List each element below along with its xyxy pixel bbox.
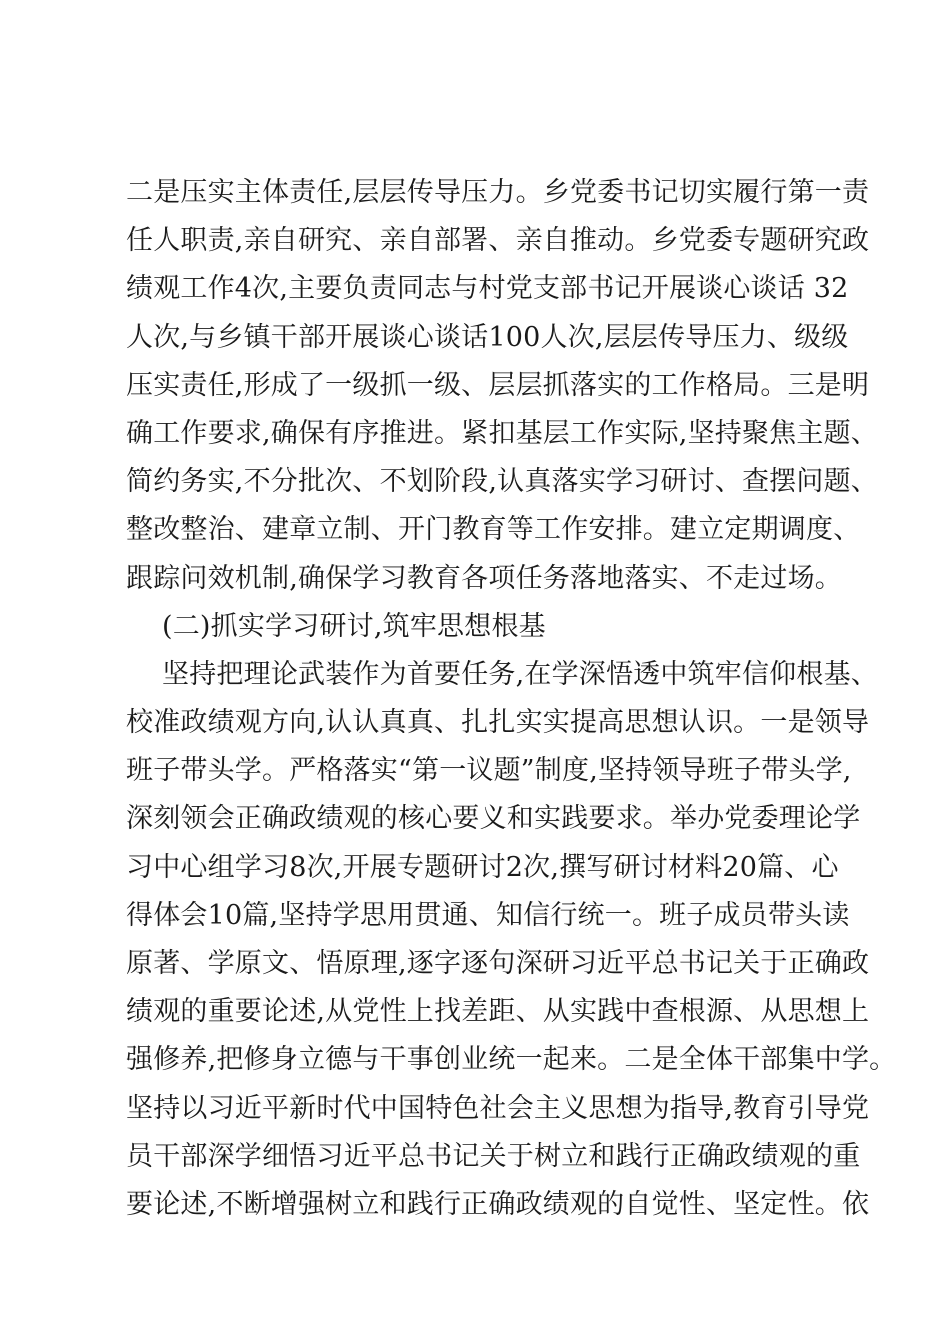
text-line: 校准政绩观方向,认认真真、扎扎实实提高思想认识。一是领导 [126, 707, 870, 739]
text-line: 班子带头学。严格落实“第一议题”制度,坚持领导班子带头学, [126, 755, 852, 787]
text-line: 要论述,不断增强树立和践行正确政绩观的自觉性、坚定性。依 [126, 1188, 870, 1220]
text-line: 人次,与乡镇干部开展谈心谈话100人次,层层传导压力、级级 [126, 321, 849, 353]
body-text [126, 169, 897, 1229]
paragraph-first-line: 坚持把理论武装作为首要任务,在学深悟透中筑牢信仰根基、 [162, 658, 878, 690]
text-line: 整改整治、建章立制、开门教育等工作安排。建立定期调度、 [126, 514, 861, 546]
text-line: 强修养,把修身立德与干事创业统一起来。二是全体干部集中学。 [126, 1044, 897, 1076]
text-line: 确工作要求,确保有序推进。紧扣基层工作实际,坚持聚焦主题、 [126, 417, 878, 449]
text-line: 坚持以习近平新时代中国特色社会主义思想为指导,教育引导党 [126, 1092, 870, 1124]
text-line: 任人职责,亲自研究、亲自部署、亲自推动。乡党委专题研究政 [126, 225, 870, 257]
text-line: 习中心组学习8次,开展专题研讨2次,撰写研讨材料20篇、心 [126, 851, 839, 883]
text-line: 简约务实,不分批次、不划阶段,认真落实学习研讨、查摆问题、 [126, 466, 878, 498]
text-line: 二是压实主体责任,层层传导压力。乡党委书记切实履行第一责 [126, 177, 870, 208]
text-line: 跟踪问效机制,确保学习教育各项任务落地落实、不走过场。 [126, 562, 842, 594]
text-line: 得体会10篇,坚持学思用贯通、知信行统一。班子成员带头读 [126, 899, 850, 931]
text-line: 深刻领会正确政绩观的核心要义和实践要求。举办党委理论学 [126, 803, 861, 835]
text-line: 绩观的重要论述,从党性上找差距、从实践中查根源、从思想上 [126, 996, 870, 1028]
section-heading: (二)抓实学习研讨,筑牢思想根基 [162, 610, 546, 642]
text-line: 员干部深学细悟习近平总书记关于树立和践行正确政绩观的重 [126, 1140, 861, 1172]
text-line: 原著、学原文、悟原理,逐字逐句深研习近平总书记关于正确政 [126, 948, 870, 979]
text-line: 绩观工作4次,主要负责同志与村党支部书记开展谈心谈话 32 [126, 273, 849, 305]
text-line: 压实责任,形成了一级抓一级、层层抓落实的工作格局。三是明 [126, 369, 870, 401]
